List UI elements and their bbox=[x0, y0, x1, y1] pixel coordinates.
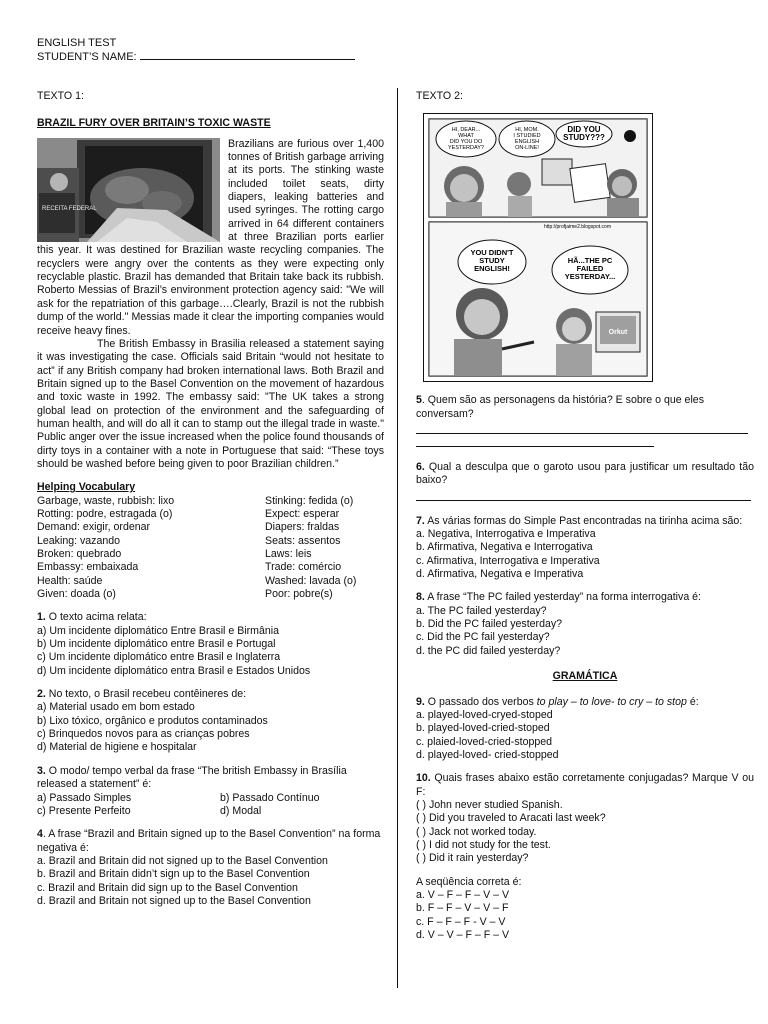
option[interactable]: b) Lixo tóxico, orgânico e produtos contaminados bbox=[37, 714, 268, 727]
article-paragraph-2: The British Embassy in Brasilia released a statement saying it was investigating the case. Officials said Britain “would not hesitate to act” if any British company had broken international laws. Both Brazil and Britain signed up to the Basel Convention on the movement of hazardous and toxic waste in 1992. The embassy said: "The UK takes a strong global lead on protection of the environment and the safeguarding of human health, and will do all it can to stamp out the illegal trade in waste." Public anger over the issue increased when the police found thousands of dirty toys in a container with a note in Portuguese that said: “These toys should be washed before being given to poor Brazilian children.” bbox=[37, 337, 384, 470]
comic-bubble-5-text: HÃ...THE PC FAILED YESTERDAY... bbox=[564, 256, 616, 282]
question-text: O passado dos verbos bbox=[424, 695, 537, 708]
vocab-item: Washed: lavada (o) bbox=[265, 574, 357, 587]
option[interactable]: a. Negativa, Interrogativa e Imperativa bbox=[416, 528, 596, 541]
vocab-item: Stinking: fedida (o) bbox=[265, 494, 354, 507]
vocab-item: Leaking: vazando bbox=[37, 534, 121, 547]
vocab-item: Given: doada (o) bbox=[37, 588, 116, 601]
option[interactable]: b. Brazil and Britain didn’t sign up to the Basel Convention bbox=[37, 868, 310, 881]
comic-bubble-4-text: YOU DIDN'T STUDY ENGLISH! bbox=[470, 248, 514, 274]
option[interactable]: d) Modal bbox=[220, 804, 262, 817]
question-6 bbox=[416, 461, 754, 501]
question-number: 1. bbox=[37, 611, 46, 624]
option[interactable]: a. Brazil and Britain did not signed up to the Basel Convention bbox=[37, 854, 328, 867]
question-1 bbox=[37, 611, 384, 678]
vocab-item: Embassy: embaixada bbox=[37, 561, 139, 574]
test-title: ENGLISH TEST bbox=[37, 37, 117, 49]
question-number: 6. bbox=[416, 461, 425, 474]
vocab-item: Trade: comércio bbox=[265, 561, 342, 574]
question-3 bbox=[37, 765, 384, 818]
answer-line[interactable] bbox=[416, 488, 751, 501]
vocab-item: Poor: pobre(s) bbox=[265, 588, 333, 601]
question-2 bbox=[37, 688, 384, 755]
question-text: A frase “The PC failed yesterday” na forma interrogativa é: bbox=[424, 591, 701, 604]
vocab-item: Expect: esperar bbox=[265, 507, 340, 520]
question-number: 2. bbox=[37, 688, 46, 701]
question-number: 7. bbox=[416, 514, 425, 527]
text1-label: TEXTO 1: bbox=[37, 90, 84, 102]
option[interactable]: b. Did the PC failed yesterday? bbox=[416, 618, 563, 631]
question-verbs: to play – to love- to cry – to stop bbox=[536, 695, 687, 708]
option[interactable]: d. V – V – F – F – V bbox=[416, 929, 510, 941]
option[interactable]: b. Afirmativa, Negativa e Interrogativa bbox=[416, 541, 593, 554]
student-name-field[interactable] bbox=[140, 50, 355, 60]
option[interactable]: c. Brazil and Britain did sign up to the Basel Convention bbox=[37, 881, 298, 894]
question-number: 9. bbox=[416, 695, 425, 708]
answer-line[interactable] bbox=[416, 421, 748, 434]
question-text: . Quem são as personagens da história? E sobre o que eles conversam? bbox=[416, 394, 704, 420]
test-header bbox=[37, 37, 355, 64]
vocab-item: Rotting: podre, estragada (o) bbox=[37, 507, 173, 520]
option[interactable]: c) Brinquedos novos para as crianças pobres bbox=[37, 728, 250, 741]
option[interactable]: c. Did the PC fail yesterday? bbox=[416, 631, 550, 644]
waste-container-photo bbox=[37, 138, 220, 242]
option[interactable]: c. plaied-loved-cried-stopped bbox=[416, 735, 553, 748]
comic-bubble-1-text: HI, DEAR... WHAT DID YOU DO YESTERDAY? bbox=[448, 127, 484, 152]
option[interactable]: a. played-loved-cryed-stoped bbox=[416, 708, 553, 721]
option[interactable]: a) Um incidente diplomático Entre Brasil e Birmânia bbox=[37, 624, 279, 637]
vocabulary-title: Helping Vocabulary bbox=[37, 481, 136, 494]
option[interactable]: d) Material de higiene e hospitalar bbox=[37, 741, 197, 754]
article-title: BRAZIL FURY OVER BRITAIN’S TOXIC WASTE bbox=[37, 117, 271, 130]
option[interactable]: b. played-loved-cried-stoped bbox=[416, 722, 550, 735]
option[interactable]: a. The PC failed yesterday? bbox=[416, 604, 547, 617]
question-text: . A frase “Brazil and Britain signed up to the Basel Convention” na forma negativa é: bbox=[37, 828, 381, 854]
grammar-title: GRAMÁTICA bbox=[552, 670, 618, 683]
monitor-label: Orkut bbox=[608, 329, 628, 337]
question-7 bbox=[416, 515, 754, 582]
question-8 bbox=[416, 591, 754, 658]
option[interactable]: a) Material usado em bom estado bbox=[37, 701, 195, 714]
comic-bubble-3-text: DID YOU STUDY??? bbox=[563, 125, 605, 143]
question-4 bbox=[37, 828, 384, 908]
question-10 bbox=[416, 772, 754, 942]
question-9 bbox=[416, 696, 754, 763]
student-name-label: STUDENT’S NAME: bbox=[37, 51, 137, 64]
vocab-item: Health: saúde bbox=[37, 574, 103, 587]
true-false-item[interactable]: ( ) Did you traveled to Aracati last week? bbox=[416, 812, 606, 825]
question-number: 8. bbox=[416, 591, 425, 604]
question-text: No texto, o Brasil recebeu contêineres de: bbox=[48, 688, 247, 701]
question-number: 10. bbox=[416, 772, 431, 785]
option[interactable]: c. Afirmativa, Interrogativa e Imperativa bbox=[416, 554, 600, 567]
vocab-item: Broken: quebrado bbox=[37, 548, 122, 560]
option[interactable]: c) Presente Perfeito bbox=[37, 804, 131, 817]
right-column bbox=[416, 90, 754, 942]
true-false-item[interactable]: ( ) I did not study for the test. bbox=[416, 838, 551, 851]
vocab-item: Laws: leis bbox=[265, 548, 312, 560]
vocabulary-list bbox=[37, 495, 384, 602]
vocab-item: Seats: assentos bbox=[265, 534, 341, 547]
option[interactable]: d) Um incidente diplomático entra Brasil e Estados Unidos bbox=[37, 664, 311, 677]
comic-bubble-2-text: HI, MOM. I STUDIED ENGLISH ON-LINE! bbox=[513, 127, 541, 152]
question-text: O modo/ tempo verbal da frase “The british Embassy in Brasília released a statement” é: bbox=[37, 764, 347, 791]
question-number: 5 bbox=[416, 394, 422, 407]
true-false-item[interactable]: ( ) Jack not worked today. bbox=[416, 825, 537, 838]
vocab-item: Demand: exigir, ordenar bbox=[37, 521, 151, 534]
option[interactable]: b) Passado Contínuo bbox=[220, 791, 320, 804]
option[interactable]: b. F – F – V – V – F bbox=[416, 902, 509, 915]
option[interactable]: d. Afirmativa, Negativa e Imperativa bbox=[416, 568, 584, 581]
left-column bbox=[37, 90, 384, 908]
photo-sign-text: RECEITA FEDERAL bbox=[42, 205, 97, 212]
sequence-label: A seqüência correta é: bbox=[416, 875, 522, 888]
option[interactable]: d. Brazil and Britain not signed up to the Basel Convention bbox=[37, 894, 311, 907]
option[interactable]: b) Um incidente diplomático entre Brasil e Portugal bbox=[37, 638, 276, 651]
question-number: 4 bbox=[37, 828, 43, 841]
vocab-item: Diapers: fraldas bbox=[265, 521, 340, 534]
comic-strip bbox=[423, 113, 653, 382]
option[interactable]: a. V – F – F – V – V bbox=[416, 888, 510, 901]
article-paragraph-1: Brazilians are furious over 1,400 tonnes of British garbage arriving at its ports. The stinking waste included toilet seats, dirty diapers, leaking batteries and used syringes. The rotting cargo arrived in 64 different containers at three Brazilian ports earlier this year. It was destined for Brazilian waste recycling companies. The recyclers were angry over the contents as they were expecting only recyclable plastic. Brazil has demanded that Britain take back its rubbish. Roberto Messias of Brazil’s environment protection agency said: "We will ask for the repatriation of this garbage….Clearly, Brazil is not the rubbish dump of the world." Messias made it clear the importing companies would receive heavy fines. bbox=[37, 137, 384, 337]
option[interactable]: a) Passado Simples bbox=[37, 791, 132, 804]
true-false-item[interactable]: ( ) John never studied Spanish. bbox=[416, 798, 563, 811]
comic-url: http://profjaime2.blogspot.com bbox=[544, 224, 611, 231]
vocab-item: Garbage, waste, rubbish: lixo bbox=[37, 494, 175, 507]
option[interactable]: c) Um incidente diplomático entre Brasil e Inglaterra bbox=[37, 651, 281, 664]
option[interactable]: d. the PC did failed yesterday? bbox=[416, 644, 561, 657]
question-text: Qual a desculpa que o garoto usou para justificar um resultado tão baixo? bbox=[416, 461, 754, 487]
article-body bbox=[37, 138, 384, 472]
true-false-item[interactable]: ( ) Did it rain yesterday? bbox=[416, 852, 529, 865]
student-name-row bbox=[37, 50, 355, 64]
question-text: O texto acima relata: bbox=[48, 611, 147, 624]
answer-line[interactable] bbox=[416, 434, 654, 447]
question-text: Quais frases abaixo estão corretamente conjugadas? Marque V ou F: bbox=[416, 772, 754, 798]
question-text-end: é: bbox=[686, 695, 699, 708]
question-text: As várias formas do Simple Past encontradas na tirinha acima são: bbox=[424, 514, 743, 527]
option[interactable]: c. F – F – F - V – V bbox=[416, 915, 506, 928]
column-divider bbox=[397, 88, 398, 988]
question-number: 3. bbox=[37, 764, 46, 777]
text2-label: TEXTO 2: bbox=[416, 90, 463, 102]
option[interactable]: d. played-loved- cried-stopped bbox=[416, 748, 559, 761]
question-5 bbox=[416, 394, 754, 447]
